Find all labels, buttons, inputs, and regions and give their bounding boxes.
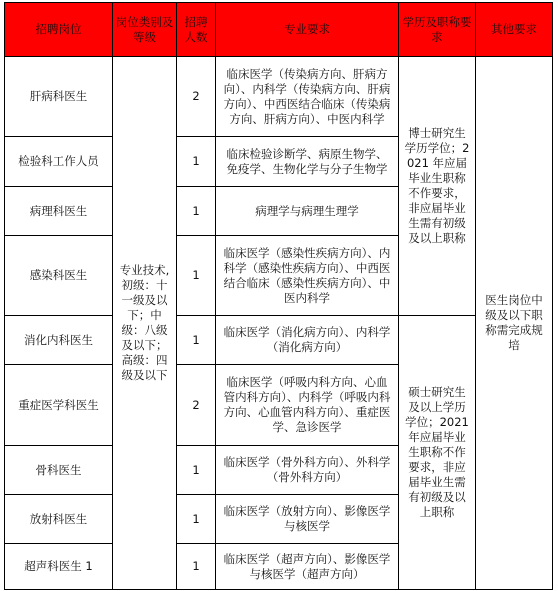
category-cell: 专业技术,初级：十一级及以下；中级：八级及以下；高级：四级及以下 bbox=[113, 57, 177, 590]
header-other: 其他要求 bbox=[476, 3, 553, 57]
count-cell: 1 bbox=[177, 316, 216, 365]
count-cell: 1 bbox=[177, 236, 216, 316]
count-cell: 1 bbox=[177, 544, 216, 590]
recruitment-table-wrapper bbox=[4, 2, 553, 590]
table-row bbox=[5, 316, 553, 365]
count-cell: 1 bbox=[177, 137, 216, 187]
major-cell: 临床医学（呼吸内科方向、心血管内科方向）、内科学（呼吸内科方向、心血管内科方向）、重症医学、急诊医学 bbox=[216, 365, 399, 446]
count-cell: 1 bbox=[177, 446, 216, 495]
count-cell: 1 bbox=[177, 187, 216, 236]
major-cell: 临床医学（超声方向）、影像医学与核医学（超声方向） bbox=[216, 544, 399, 590]
position-cell: 检验科工作人员 bbox=[5, 137, 113, 187]
other-cell: 医生岗位中级及以下职称需完成规培 bbox=[476, 57, 553, 590]
count-cell: 2 bbox=[177, 57, 216, 137]
position-cell: 放射科医生 bbox=[5, 495, 113, 544]
position-cell: 感染科医生 bbox=[5, 236, 113, 316]
education-phd-cell: 博士研究生学历学位；2021 年应届毕业生职称不作要求，非应届毕业生需有初级及以上职称 bbox=[399, 57, 476, 316]
major-cell: 临床医学（传染病方向、肝病方向）、内科学（传染病方向、肝病方向）、中西医结合临床（传染病方向、肝病方向）、中医内科学 bbox=[216, 57, 399, 137]
table-header-row bbox=[5, 3, 553, 57]
position-cell: 消化内科医生 bbox=[5, 316, 113, 365]
major-cell: 临床检验诊断学、病原生物学、免疫学、生物化学与分子生物学 bbox=[216, 137, 399, 187]
recruitment-table bbox=[4, 2, 553, 590]
count-cell: 2 bbox=[177, 365, 216, 446]
count-cell: 1 bbox=[177, 495, 216, 544]
header-education: 学历及职称要求 bbox=[399, 3, 476, 57]
education-master-cell: 硕士研究生及以上学历学位；2021 年应届毕业生职称不作要求，非应届毕业生需有初级及以上职称 bbox=[399, 316, 476, 590]
header-major: 专业要求 bbox=[216, 3, 399, 57]
header-category: 岗位类别及等级 bbox=[113, 3, 177, 57]
position-cell: 骨科医生 bbox=[5, 446, 113, 495]
table-row bbox=[5, 57, 553, 137]
header-position: 招聘岗位 bbox=[5, 3, 113, 57]
position-cell: 肝病科医生 bbox=[5, 57, 113, 137]
major-cell: 临床医学（消化病方向）、内科学（消化病方向） bbox=[216, 316, 399, 365]
position-cell: 重症医学科医生 bbox=[5, 365, 113, 446]
position-cell: 病理科医生 bbox=[5, 187, 113, 236]
major-cell: 临床医学（放射方向）、影像医学与核医学 bbox=[216, 495, 399, 544]
major-cell: 病理学与病理生理学 bbox=[216, 187, 399, 236]
header-count: 招聘人数 bbox=[177, 3, 216, 57]
major-cell: 临床医学（感染性疾病方向）、内科学（感染性疾病方向）、中西医结合临床（感染性疾病方向）、中医内科学 bbox=[216, 236, 399, 316]
major-cell: 临床医学（骨外科方向）、外科学（骨外科方向） bbox=[216, 446, 399, 495]
position-cell: 超声科医生 1 bbox=[5, 544, 113, 590]
